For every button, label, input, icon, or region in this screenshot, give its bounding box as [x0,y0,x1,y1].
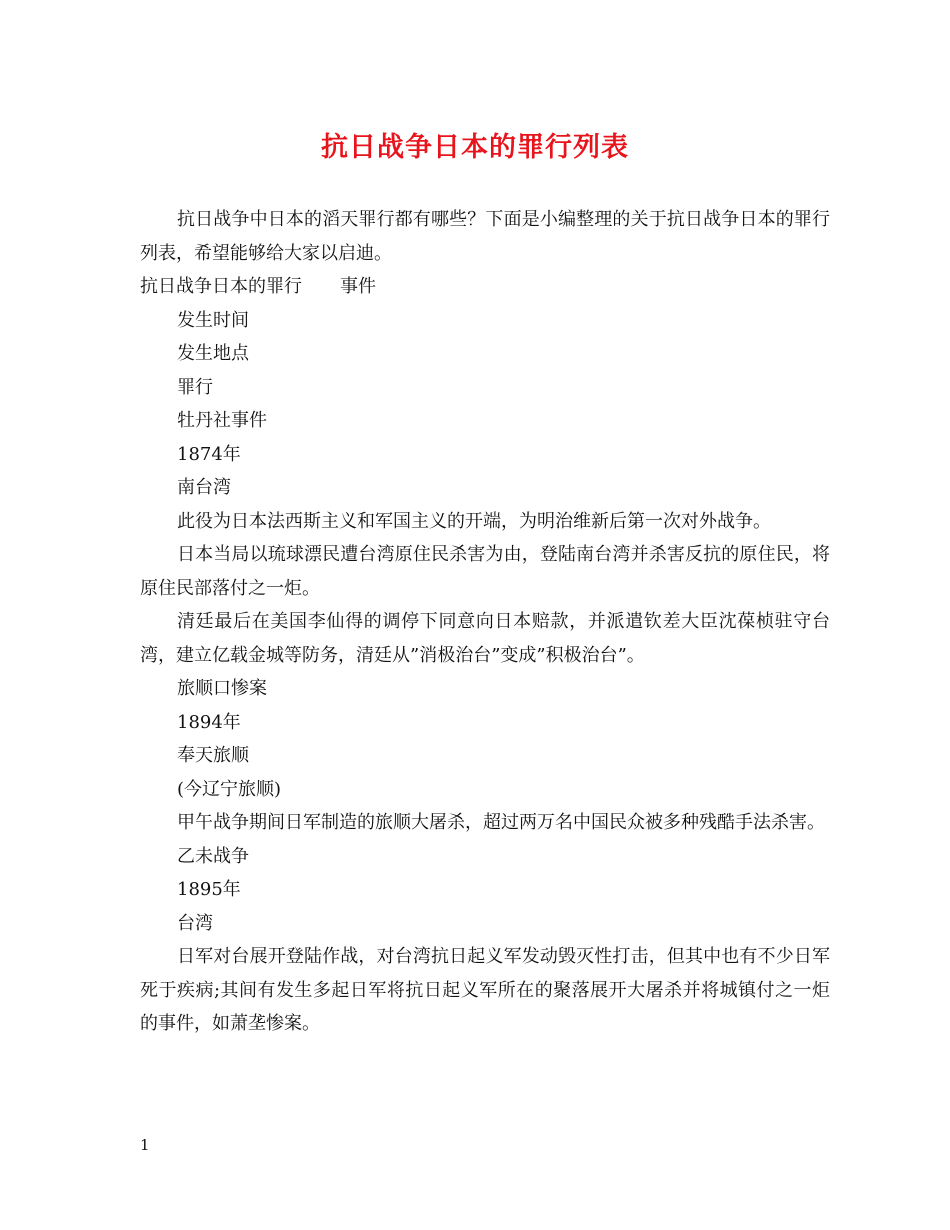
event-description: 日本当局以琉球漂民遭台湾原住民杀害为由，登陆南台湾并杀害反抗的原住民，将原住民部落付之一炬。 [140,544,830,599]
table-header-col2: 事件 [340,276,376,297]
event-year: 1895年 [177,879,241,900]
line-occurrence-place: 发生地点 [177,343,249,364]
event-description: 甲午战争期间日军制造的旅顺大屠杀，超过两万名中国民众被多种残酷手法杀害。 [177,812,825,833]
event-place: 台湾 [177,912,213,934]
event-description: 清廷最后在美国李仙得的调停下同意向日本赔款，并派遣钦差大臣沈葆桢驻守台湾，建立亿载金城等防务，清廷从”消极治台”变成”积极治台”。 [140,611,830,666]
event-year: 1874年 [177,443,241,465]
table-header-col1: 抗日战争日本的罪行 [140,276,302,297]
document-title: 抗日战争日本的罪行列表 [321,132,629,163]
event-place-note: (今辽宁旅顺) [177,778,282,800]
event-place: 奉天旅顺 [177,745,249,766]
event-year: 1894年 [177,711,241,733]
event-name: 乙未战争 [177,845,249,867]
intro-paragraph: 抗日战争中日本的滔天罪行都有哪些？下面是小编整理的关于抗日战争日本的罪行列表，希望能够给大家以启迪。 [140,209,830,264]
event-description: 此役为日本法西斯主义和军国主义的开端，为明治维新后第一次对外战争。 [177,510,771,532]
event-name: 旅顺口惨案 [177,678,267,699]
event-description: 日军对台展开登陆作战，对台湾抗日起义军发动毁灭性打击，但其中也有不少日军死于疾病;其间有发生多起日军将抗日起义军所在的聚落展开大屠杀并将城镇付之一炬的事件，如萧垄惨案。 [140,946,830,1034]
event-name: 牡丹社事件 [177,410,267,431]
table-header-row [140,270,830,304]
page-number: 1 [140,1136,150,1154]
event-place: 南台湾 [177,477,231,498]
document-body [140,203,830,1041]
line-crime: 罪行 [177,376,213,398]
line-occurrence-time: 发生时间 [177,309,249,331]
